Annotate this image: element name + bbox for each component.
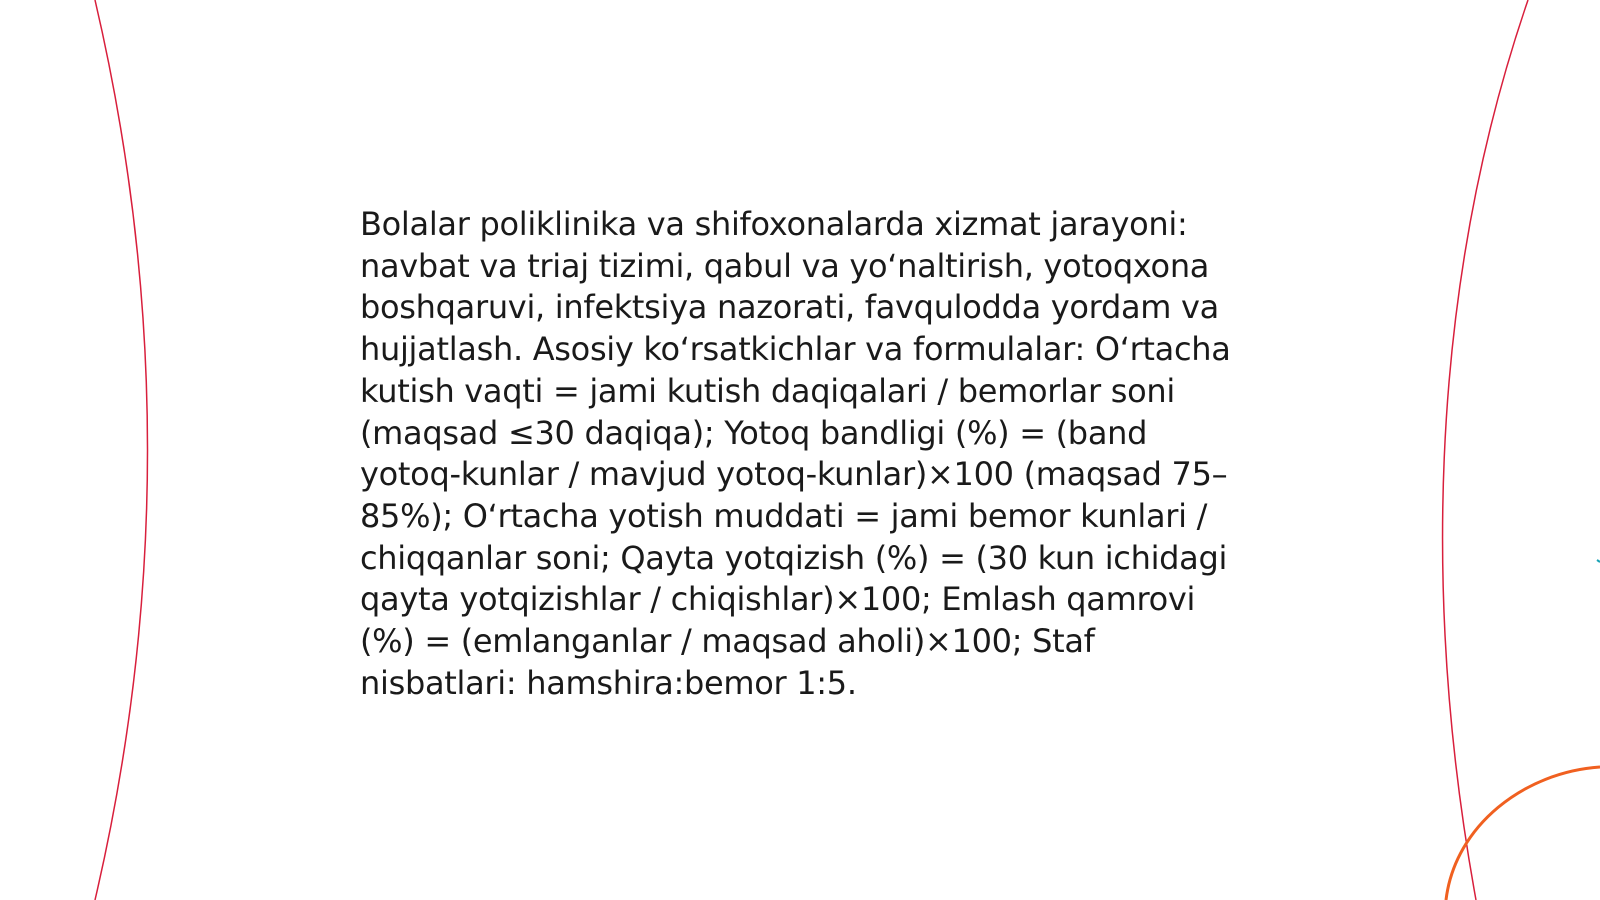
left-arc (95, 0, 148, 900)
right-arc (1443, 0, 1528, 900)
orange-corner-arc (1446, 767, 1600, 900)
slide-body-text: Bolalar poliklinika va shifoxonalarda xizmat jarayoni: navbat va triaj tizimi, qabul va yo‘naltirish, yotoqxona boshqaruvi, infektsiya nazorati, favqulodda yordam va hujjatlash. Asosiy ko‘rsatkichlar va formulalar: O‘rtacha kutish vaqti = jami kutish daqiqalari / bemorlar soni (maqsad ≤30 daqiqa); Yotoq bandligi (%) = (band yotoq-kunlar / mavjud yotoq-kunlar)×100 (maqsad 75–85%); O‘rtacha yotish muddati = jami bemor kunlari / chiqqanlar soni; Qayta yotqizish (%) = (30 kun ichidagi qayta yotqizishlar / chiqishlar)×100; Emlash qamrovi (%) = (emlanganlar / maqsad aholi)×100; Staf nisbatlari: hamshira:bemor 1:5. (360, 205, 1231, 702)
